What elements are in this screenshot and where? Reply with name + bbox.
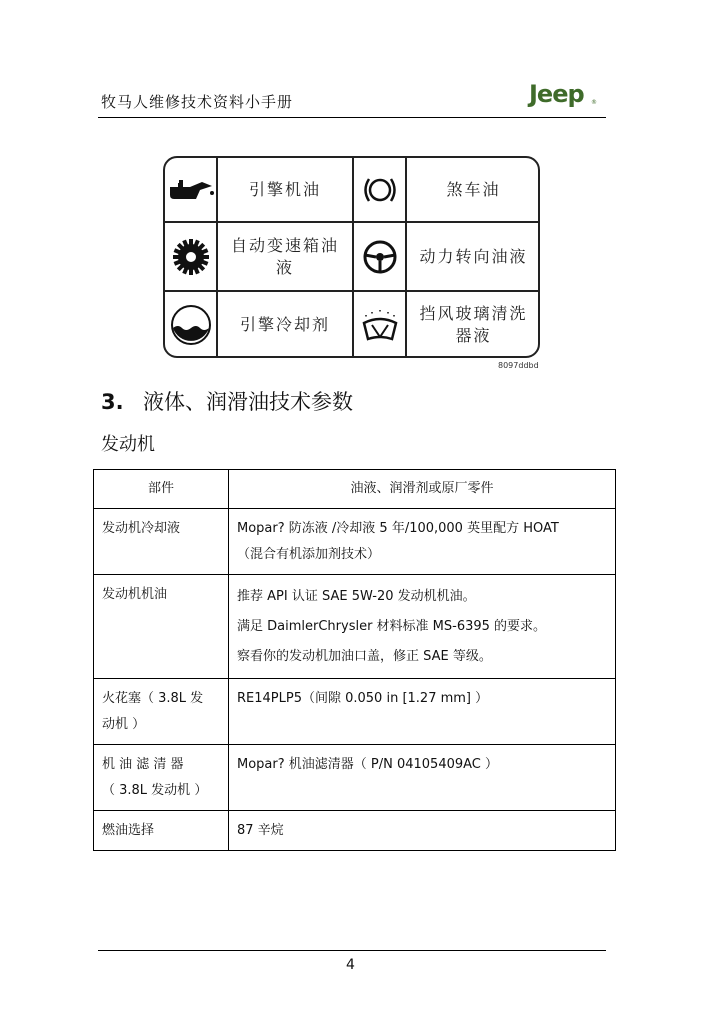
fluid-legend [163, 156, 540, 358]
fluid-spec-table [93, 469, 616, 851]
footer-rule [98, 950, 606, 951]
row-part: 火花塞（ 3.8L 发 动机 ） [94, 679, 229, 745]
jeep-logo-mark: ® [591, 99, 597, 106]
section-number: 3. [101, 390, 124, 414]
brake-icon [354, 158, 405, 221]
page-number: 4 [346, 957, 355, 973]
section-title-text: 液体、润滑油技术参数 [143, 390, 353, 414]
row-spec: Mopar? 防冻液 /冷却液 5 年/100,000 英里配方 HOAT （混合有机添加剂技术） [229, 509, 616, 575]
jeep-logo [527, 78, 599, 108]
table-row [94, 679, 616, 745]
table-row [94, 745, 616, 811]
legend-label-brake-fluid: 煞车油 [446, 179, 501, 199]
manual-title: 牧马人维修技术资料小手册 [101, 93, 294, 111]
legend-label-engine-oil: 引擎机油 [248, 179, 321, 199]
row-part: 发动机机油 [94, 575, 229, 679]
table-row [94, 509, 616, 575]
row-part: 机 油 滤 清 器 （ 3.8L 发动机 ） [94, 745, 229, 811]
steering-wheel-icon [354, 223, 405, 290]
table-row [94, 575, 616, 679]
legend-label-coolant: 引擎冷却剂 [239, 315, 330, 334]
oil-can-icon [165, 158, 216, 221]
coolant-icon [165, 292, 216, 358]
row-spec: RE14PLP5（间隙 0.050 in [1.27 mm] ） [229, 679, 616, 745]
legend-label-power-steering: 动力转向油液 [419, 246, 528, 266]
row-part: 燃油选择 [94, 811, 229, 851]
legend-label-washer-fluid: 挡风玻璃清洗 器液 [419, 304, 528, 345]
windshield-washer-icon [354, 292, 405, 358]
row-spec: 推荐 API 认证 SAE 5W-20 发动机机油。 满足 DaimlerChrysler 材料标准 MS-6395 的要求。 察看你的发动机加油口盖，修正 SAE 等级。 [229, 575, 616, 679]
gear-icon [165, 223, 216, 290]
table-header-row [94, 470, 616, 509]
row-part: 发动机冷却液 [94, 509, 229, 575]
subsection-title: 发动机 [101, 434, 155, 455]
table-header-part: 部件 [94, 470, 229, 509]
header-rule [98, 117, 606, 118]
row-spec: Mopar? 机油滤清器（ P/N 04105409AC ） [229, 745, 616, 811]
section-title [101, 386, 353, 416]
jeep-logo-text: Jeep [529, 80, 584, 108]
figure-code: 8097ddbd [498, 361, 539, 370]
legend-label-atf: 自动变速箱油 液 [230, 235, 339, 277]
table-row [94, 811, 616, 851]
row-spec: 87 辛烷 [229, 811, 616, 851]
table-header-spec: 油液、润滑剂或原厂零件 [229, 470, 616, 509]
